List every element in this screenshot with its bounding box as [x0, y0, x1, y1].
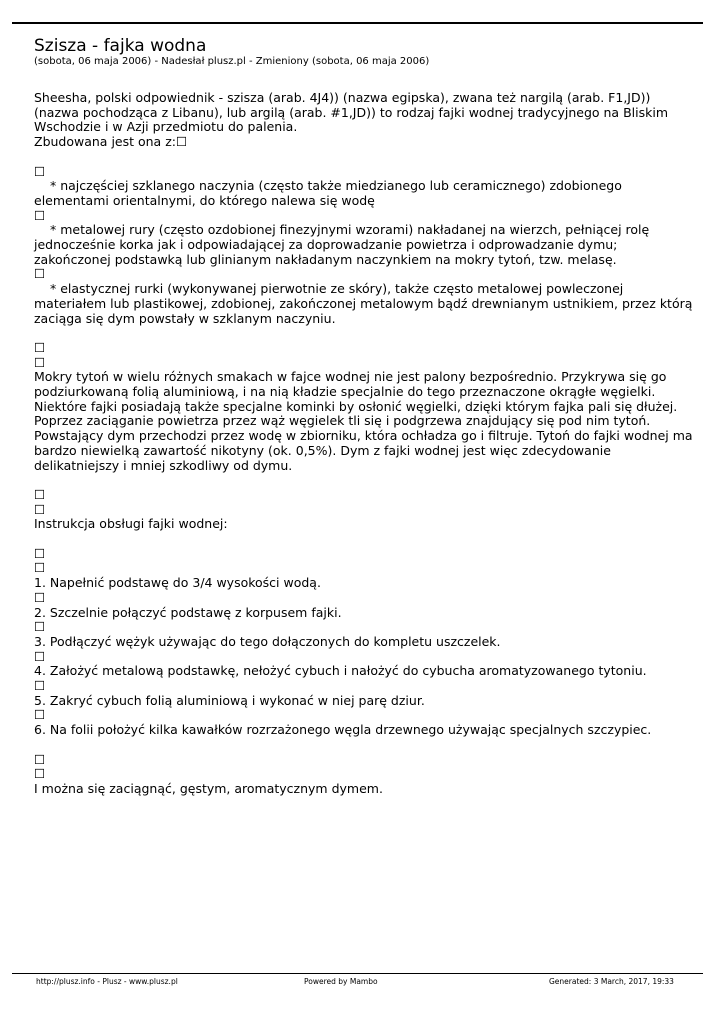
- footer-site-link[interactable]: http://plusz.info - Plusz - www.plusz.pl: [36, 977, 178, 986]
- article-body: [34, 91, 694, 797]
- article-header: [34, 36, 429, 68]
- placeholder-box-icon: ☐: [34, 619, 46, 635]
- list-item: [34, 223, 694, 267]
- footer-powered-by: Powered by Mambo: [304, 977, 378, 986]
- bullet-text: * najczęściej szklanego naczynia (często także miedzianego lub ceramicznego) zdobionego elementami orientalnymi, do którego nalewa się wodę: [34, 178, 622, 208]
- top-rule: [12, 22, 703, 24]
- placeholder-box-icon: ☐: [34, 560, 46, 576]
- page-title: Szisza - fajka wodna: [34, 36, 207, 56]
- bullet-text: * elastycznej rurki (wykonywanej pierwotnie ze skóry), także często metalowej powleczonej materiałem lub plastikowej, zdobionej, zakończonej metalowym bądź drewnianym ustnikiem, przez którą zaciąga się dym powstały w szklanym naczyniu.: [34, 281, 693, 326]
- intro-paragraph: Sheesha, polski odpowiednik - szisza (arab. 4J4)) (nazwa egipska), zwana też nargilą (arab. F1,JD)) (nazwa pochodząca z Libanu), lub argilą (arab. #1,JD)) to rodzaj fajki wodnej tradycyjnego na Bliskim Wschodzie i w Azji przedmiotu do palenia.: [34, 90, 668, 135]
- bottom-rule: [12, 973, 703, 974]
- placeholder-box-icon: ☐: [34, 501, 46, 517]
- placeholder-box-icon: ☐: [34, 354, 46, 370]
- placeholder-box-icon: ☐: [34, 207, 46, 223]
- placeholder-box-icon: ☐: [34, 163, 46, 179]
- instruction-step: 2. Szczelnie połączyć podstawę z korpusem fajki.: [34, 604, 342, 620]
- placeholder-box-icon: ☐: [34, 486, 46, 502]
- placeholder-box-icon: ☐: [175, 134, 188, 150]
- instruction-step: 4. Założyć metalową podstawkę, nełożyć cybuch i nałożyć do cybucha aromatyzowanego tytoniu.: [34, 663, 647, 679]
- placeholder-box-icon: ☐: [34, 339, 46, 355]
- article-meta: (sobota, 06 maja 2006) - Nadesłał plusz.pl - Zmieniony (sobota, 06 maja 2006): [34, 56, 430, 67]
- placeholder-box-icon: ☐: [34, 545, 46, 561]
- placeholder-box-icon: ☐: [34, 648, 46, 664]
- placeholder-box-icon: ☐: [34, 266, 46, 282]
- intro-lead-line: [34, 135, 694, 150]
- instructions-heading: Instrukcja obsługi fajki wodnej:: [34, 516, 228, 532]
- placeholder-box-icon: ☐: [34, 751, 46, 767]
- placeholder-box-icon: ☐: [34, 766, 46, 782]
- closing-line: I można się zaciągnąć, gęstym, aromatycznym dymem.: [34, 780, 383, 796]
- placeholder-box-icon: ☐: [34, 707, 46, 723]
- instruction-step: 6. Na folii położyć kilka kawałków rozrzażonego węgla drzewnego używając specjalnych szczypiec.: [34, 722, 652, 738]
- intro-lead-text: Zbudowana jest ona z:: [34, 134, 176, 150]
- instruction-step: 3. Podłączyć wężyk używając do tego dołączonych do kompletu uszczelek.: [34, 633, 501, 649]
- footer-generated: Generated: 3 March, 2017, 19:33: [549, 977, 674, 986]
- list-item: [34, 282, 694, 326]
- bullet-text: * metalowej rury (często ozdobionej finezyjnymi wzorami) nakładanej na wierzch, pełniącej rolę jednocześnie korka jak i odpowiadającej za doprowadzanie powietrza i odprowadzanie dymu; zakończonej podstawką lub glinianym nakładanym naczynkiem na mokry tytoń, tzw. melasę.: [34, 222, 650, 267]
- body-paragraph: Mokry tytoń w wielu różnych smakach w fajce wodnej nie jest palony bezpośrednio. Przykrywa się go podziurkowaną folią aluminiową, i na nią kładzie specjalnie do tego przeznaczone okrągłe węgielki. Niektóre fajki posiadają także specjalne kominki by osłonić węgielki, dzięki którym fajka pali się dłużej. Poprzez zaciąganie powietrza przez wąż węgielek tli się i podgrzewa znajdujący się pod nim tytoń. Powstający dym przechodzi przez wodę w zbiorniku, która ochładza go i filtruje. Tytoń do fajki wodnej ma bardzo niewielką zawartość nikotyny (ok. 0,5%). Dym z fajki wodnej jest więc zdecydowanie delikatniejszy i mniej szkodliwy od dymu.: [34, 369, 693, 473]
- instruction-step: 1. Napełnić podstawę do 3/4 wysokości wodą.: [34, 575, 321, 591]
- list-item: [34, 179, 694, 208]
- instruction-step: 5. Zakryć cybuch folią aluminiową i wykonać w niej parę dziur.: [34, 692, 425, 708]
- placeholder-box-icon: ☐: [34, 678, 46, 694]
- placeholder-box-icon: ☐: [34, 589, 46, 605]
